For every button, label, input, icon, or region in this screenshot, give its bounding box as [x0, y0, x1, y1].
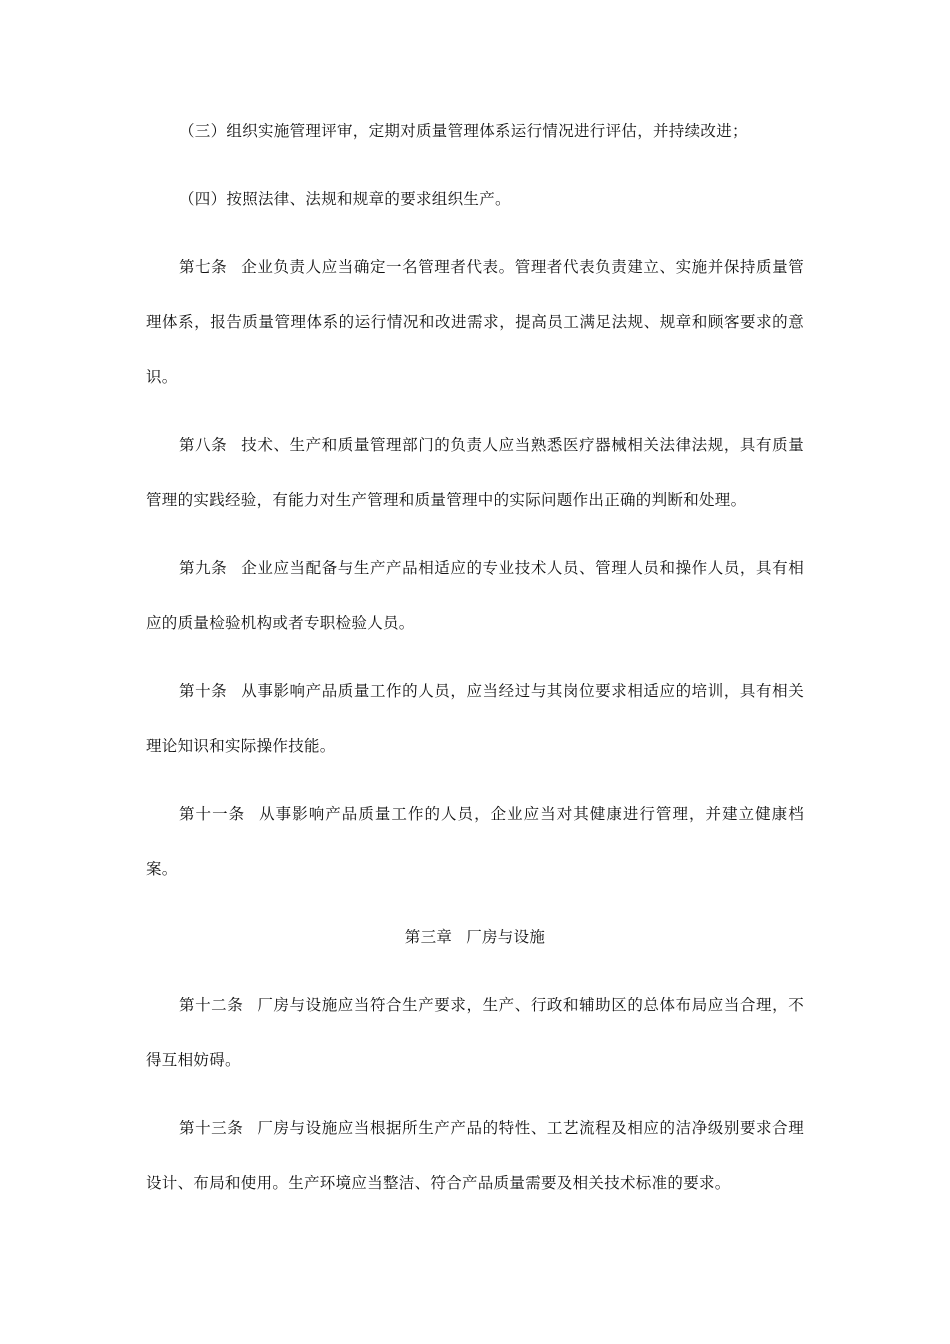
paragraph-text: （四）按照法律、法规和规章的要求组织生产。 — [179, 190, 511, 208]
paragraph-item-4 — [146, 172, 804, 227]
article-text: 厂房与设施应当符合生产要求，生产、行政和辅助区的总体布局应当合理，不得互相妨碍。 — [146, 996, 805, 1069]
article-label: 第九条 — [179, 559, 228, 577]
article-label: 第八条 — [179, 436, 228, 454]
article-10 — [146, 664, 804, 774]
article-9 — [146, 541, 804, 651]
chapter-title: 厂房与设施 — [466, 928, 546, 946]
paragraph-text: （三）组织实施管理评审，定期对质量管理体系运行情况进行评估，并持续改进； — [179, 122, 748, 140]
article-label: 第十二条 — [179, 996, 244, 1014]
article-text: 从事影响产品质量工作的人员，企业应当对其健康进行管理，并建立健康档案。 — [146, 805, 805, 878]
article-7 — [146, 240, 804, 405]
article-text: 技术、生产和质量管理部门的负责人应当熟悉医疗器械相关法律法规，具有质量管理的实践经验，有能力对生产管理和质量管理中的实际问题作出正确的判断和处理。 — [146, 436, 804, 509]
article-13 — [146, 1101, 804, 1211]
article-label: 第十一条 — [179, 805, 246, 823]
document-page — [146, 104, 804, 1224]
article-label: 第七条 — [179, 258, 228, 276]
chapter-heading — [146, 910, 804, 965]
article-label: 第十三条 — [179, 1119, 244, 1137]
article-label: 第十条 — [179, 682, 228, 700]
article-text: 企业应当配备与生产产品相适应的专业技术人员、管理人员和操作人员，具有相应的质量检验机构或者专职检验人员。 — [146, 559, 804, 632]
article-12 — [146, 978, 804, 1088]
article-8 — [146, 418, 804, 528]
paragraph-item-3 — [146, 104, 804, 159]
article-11 — [146, 787, 804, 897]
chapter-label: 第三章 — [404, 928, 453, 946]
article-text: 从事影响产品质量工作的人员，应当经过与其岗位要求相适应的培训，具有相关理论知识和实际操作技能。 — [146, 682, 804, 755]
article-text: 厂房与设施应当根据所生产产品的特性、工艺流程及相应的洁净级别要求合理设计、布局和使用。生产环境应当整洁、符合产品质量需要及相关技术标准的要求。 — [146, 1119, 805, 1192]
article-text: 企业负责人应当确定一名管理者代表。管理者代表负责建立、实施并保持质量管理体系，报告质量管理体系的运行情况和改进需求，提高员工满足法规、规章和顾客要求的意识。 — [146, 258, 804, 386]
